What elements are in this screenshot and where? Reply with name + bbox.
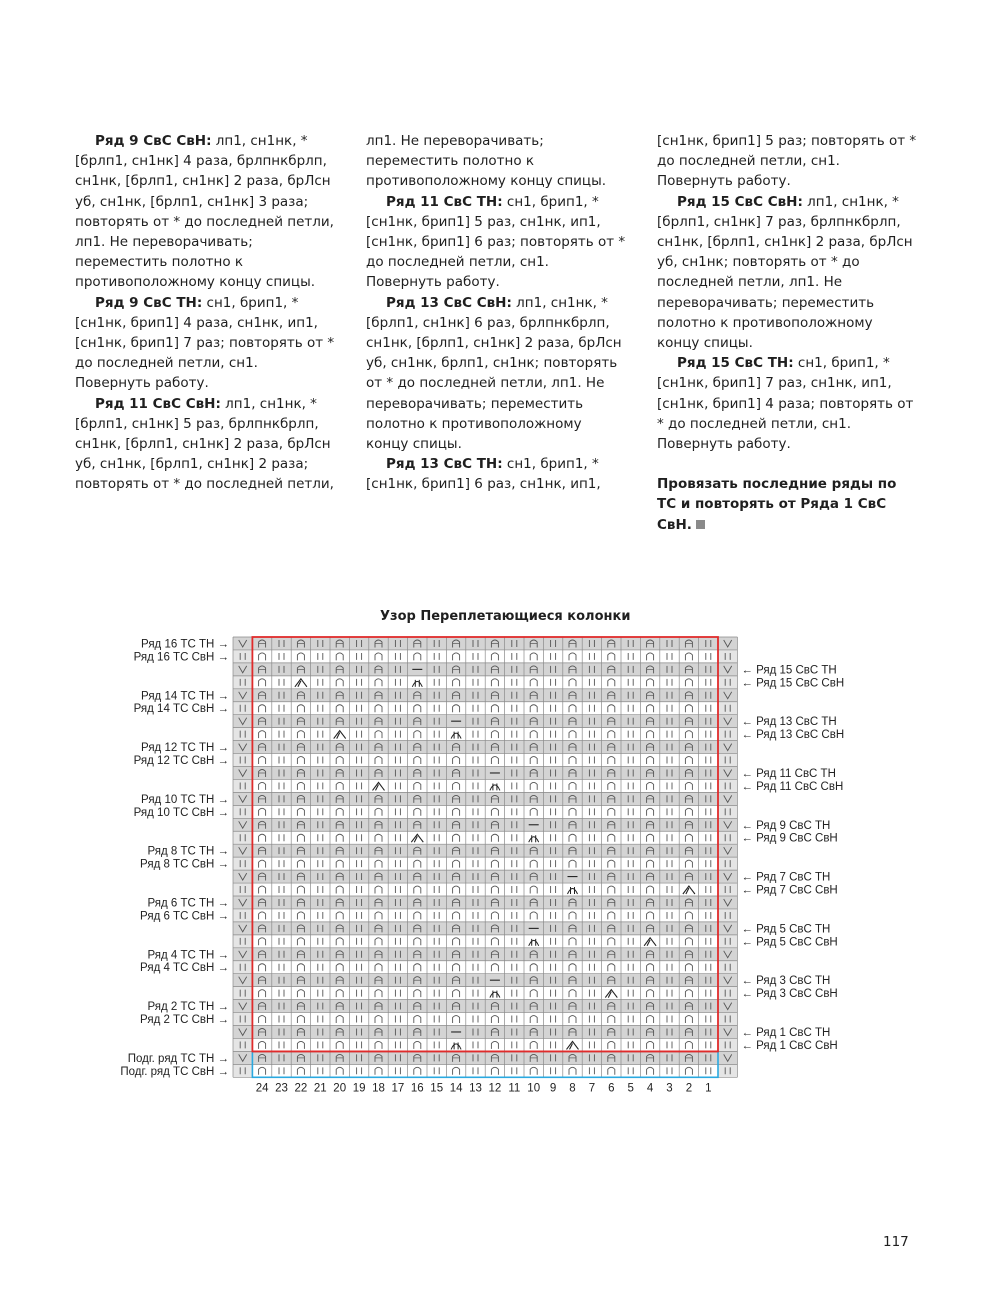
column-number: 7 (588, 1082, 596, 1095)
paragraph-text: сн1, брип1, *[сн1нк, брип1] 4 раза, сн1нк, ип1, [сн1нк, брип1] 7 раз; повторять от * до последней петли, сн1. Повернуть работу. (75, 294, 335, 392)
column-number: 17 (391, 1082, 405, 1095)
row-heading: Ряд 9 СвС СвН: (95, 133, 212, 149)
column-number: 4 (646, 1082, 654, 1095)
row-label-right: ← Ряд 3 СвС ТН (741, 975, 831, 988)
column-number: 12 (488, 1082, 502, 1095)
row-label-right: ← Ряд 1 СвС ТН (741, 1026, 831, 1039)
paragraph-text: лп1. Не переворачивать; переместить полотно к противоположному концу спицы. (366, 133, 607, 190)
column-number: 5 (627, 1082, 634, 1095)
row-label-left: Ряд 2 ТС ТН → (147, 1001, 229, 1014)
column-number: 18 (372, 1082, 385, 1095)
paragraph-text: лп1, сн1нк, *[брлп1, сн1нк] 6 раз, брлпнкбрлп, сн1нк, [брлп1, сн1нк] 2 раза, брЛсн уб, сн1нк, брлп1, сн1нк; повторять от * до последней петли, лп1. Не переворачивать; переместить полотно к противоположному концу спицы. (366, 294, 622, 453)
row-label-right: ← Ряд 3 СвС СвН (741, 988, 838, 1001)
row-label-right: ← Ряд 11 СвС СвН (741, 780, 844, 793)
column-number: 8 (569, 1082, 576, 1095)
paragraph-text: лп1, сн1нк, *[брлп1, сн1нк] 5 раз, брлпнкбрлп, сн1нк, [брлп1, сн1нк] 2 раза, брЛсн уб, сн1нк, [брлп1, сн1нк] 2 раза; повторять от * до последней петли, (75, 395, 334, 493)
paragraph-text: сн1, брип1, *[сн1нк, брип1] 7 раз, сн1нк, ип1, [сн1нк, брип1] 4 раза; повторять от * до последней петли, сн1. Повернуть работу. (657, 355, 914, 453)
row-label-left: Ряд 8 ТС СвН → (140, 858, 229, 871)
row-label-left: Ряд 6 ТС ТН → (147, 897, 229, 910)
row-label-left: Ряд 14 ТС ТН → (141, 690, 229, 703)
paragraph-text: сн1, брип1, *[сн1нк, брип1] 6 раз, сн1нк, ип1, (366, 456, 601, 493)
row-label-left: Подг. ряд ТС ТН → (127, 1052, 229, 1065)
row-label-right: ← Ряд 7 СвС ТН (741, 871, 831, 884)
row-label-left: Ряд 8 ТС ТН → (147, 845, 229, 858)
row-heading: Ряд 9 СвС ТН: (95, 294, 203, 311)
row-label-left: Подг. ряд ТС СвН → (120, 1065, 229, 1078)
row-heading: Ряд 15 СвС ТН: (677, 355, 794, 372)
column-number: 24 (255, 1082, 269, 1095)
column-number: 6 (608, 1082, 615, 1095)
row-label-left: Ряд 16 ТС ТН → (141, 638, 229, 651)
column-number: 16 (410, 1082, 424, 1095)
row-label-right: ← Ряд 15 СвС ТН (741, 664, 837, 677)
row-label-left: Ряд 10 ТС ТН → (141, 793, 229, 806)
column-number: 3 (666, 1082, 673, 1095)
row-label-right: ← Ряд 13 СвС ТН (741, 716, 837, 729)
row-heading: Ряд 11 СвС СвН: (95, 395, 221, 412)
column-number: 19 (352, 1082, 366, 1095)
page-number: 117 (883, 1234, 909, 1250)
row-label-right: ← Ряд 1 СвС СвН (741, 1039, 838, 1052)
row-label-left: Ряд 12 ТС СвН → (133, 755, 229, 767)
row-label-left: Ряд 6 ТС СвН → (140, 910, 229, 923)
row-label-left: Ряд 14 ТС СвН → (133, 703, 229, 716)
column-number: 23 (275, 1082, 288, 1095)
row-heading: Ряд 13 СвС ТН: (386, 456, 503, 473)
row-label-left: Ряд 16 ТС СвН → (133, 651, 229, 664)
column-number: 15 (430, 1082, 444, 1095)
row-label-right: ← Ряд 5 СвС СвН (741, 936, 838, 949)
row-heading: Ряд 15 СвС СвН: (677, 193, 803, 210)
row-label-right: ← Ряд 7 СвС СвН (741, 884, 838, 897)
column-number: 13 (469, 1082, 482, 1095)
column-number: 21 (313, 1082, 327, 1095)
column-number: 1 (705, 1082, 712, 1095)
row-label-left: Ряд 2 ТС СвН → (140, 1014, 229, 1026)
row-label-left: Ряд 10 ТС СвН → (133, 806, 229, 819)
column-number: 22 (294, 1082, 308, 1095)
row-heading: Ряд 13 СвС СвН: (386, 294, 512, 311)
paragraph-text: лп1, сн1нк, *[брлп1, сн1нк] 4 раза, брлпнкбрлп, сн1нк, [брлп1, сн1нк] 2 раза, брЛсн уб, сн1нк, [брлп1, сн1нк] 3 раза; повторять от * до последней петли, лп1. Не переворачивать; переместить полотно к противоположному концу спицы. (75, 133, 334, 291)
column-number: 9 (549, 1082, 557, 1095)
paragraph-text: [сн1нк, брип1] 5 раз; повторять от * до последней петли, сн1. Повернуть работу. (657, 133, 917, 190)
column-number: 2 (685, 1082, 693, 1095)
column-number: 14 (449, 1082, 463, 1095)
chart-title: Узор Переплетающиеся колонки (380, 609, 631, 624)
row-label-left: Ряд 4 ТС СвН → (140, 962, 229, 975)
column-number: 11 (508, 1082, 521, 1095)
row-label-right: ← Ряд 9 СвС ТН (741, 819, 831, 832)
column-number: 10 (527, 1082, 541, 1095)
end-note-text: Провязать последние ряды по ТС и повторять от Ряда 1 СвС СвН. (657, 476, 897, 533)
row-label-left: Ряд 12 ТС ТН → (141, 742, 229, 755)
paragraph-text: лп1, сн1нк, *[брлп1, сн1нк] 7 раз, брлпнкбрлп, сн1нк, [брлп1, сн1нк] 2 раза, брЛсн уб, сн1нк; повторять от * до последней петли, лп1. Не переворачивать; переместить полотно к противоположному концу спицы. (657, 193, 913, 352)
paragraph-text: сн1, брип1, *[сн1нк, брип1] 5 раз, сн1нк, ип1, [сн1нк, брип1] 6 раз; повторять от * до последней петли, сн1. Повернуть работу. (366, 193, 626, 291)
row-label-right: ← Ряд 13 СвС СвН (741, 729, 845, 742)
row-label-right: ← Ряд 5 СвС ТН (741, 923, 831, 936)
row-heading: Ряд 11 СвС ТН: (386, 193, 503, 210)
column-number: 20 (333, 1082, 347, 1095)
row-label-right: ← Ряд 15 СвС СвН (741, 677, 845, 690)
row-label-right: ← Ряд 11 СвС ТН (741, 767, 836, 780)
row-label-left: Ряд 4 ТС ТН → (147, 949, 229, 962)
row-label-right: ← Ряд 9 СвС СвН (741, 832, 838, 845)
